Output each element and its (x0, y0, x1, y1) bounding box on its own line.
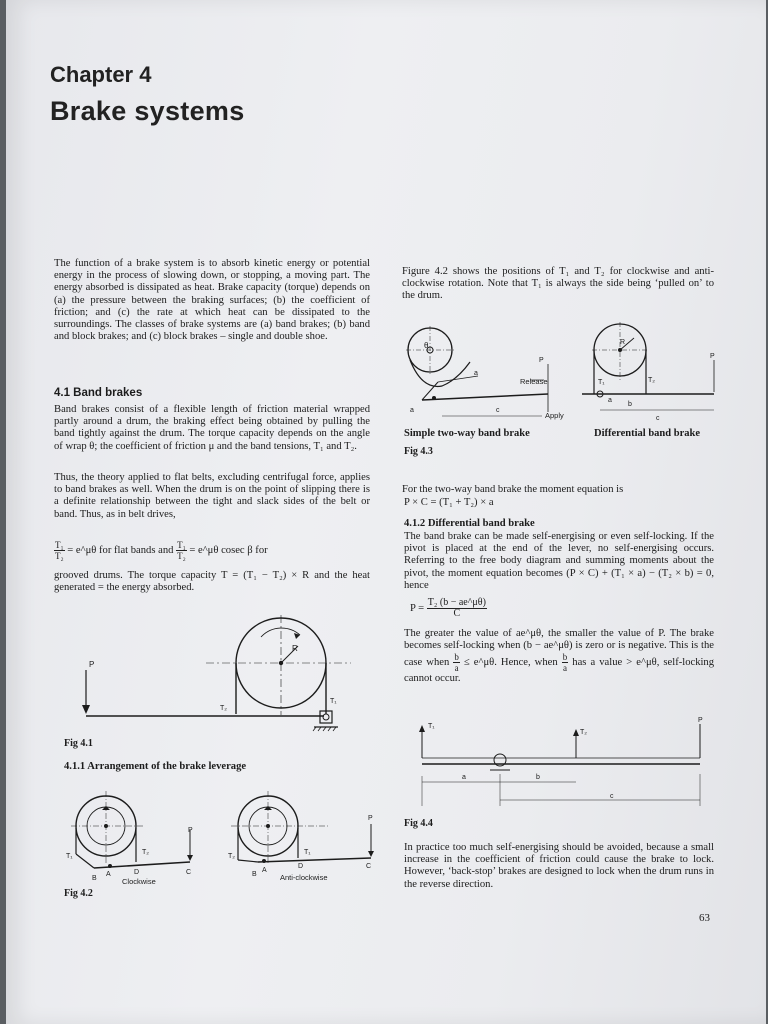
fig43-a-bottom: a (410, 407, 414, 414)
fig42-cw-d: D (134, 869, 140, 876)
fig-4-4-label: Fig 4.4 (404, 818, 433, 829)
intro-paragraph: The function of a brake system is to absorb kinetic energy or potential energy in the process of slowing down, or stopping, a moving part. The energy absorbed is dissipated as heat. Brake capacity (torque) depends on (a) the pressure between the braking surfaces; (b) the coefficient of friction; and (c) the rate at which heat can be dissipated to the surroundings. The classes of brake systems are (a) band brakes; (b) band and block brakes; and (c) block brakes – single and double shoe. (54, 258, 370, 343)
b-over-a-fraction-2: $\frac{b}{a}$ (562, 652, 568, 674)
page-number: 63 (699, 912, 710, 924)
anticlockwise-label: Anti-clockwise (280, 873, 328, 882)
fig43-p-left: P (539, 357, 544, 364)
differential-band-brake (582, 322, 715, 422)
fig42-cw-a: A (106, 871, 111, 878)
fig-4-3-diagram (402, 320, 718, 428)
fig42-cw-b: B (92, 875, 97, 882)
differential-equation (410, 598, 487, 619)
fig43-p-right: P (710, 353, 715, 360)
band (410, 360, 470, 386)
chapter-label: Chapter 4 (50, 62, 152, 87)
grooved-drum-equation: = e^μθ cosec β for (189, 544, 268, 556)
fig-4-2-diagram (66, 788, 386, 888)
eq-lhs: P = (410, 602, 425, 614)
section-4-1-2-paragraph-1: The band brake can be made self-energising or even self-locking. If the pivot is placed at the end of the lever, no self-energising occurs. Referring to the free body diagram and summing moments about the pivot, the moment equation becomes (P × C) + (T₁ × a) − (T₂ × b) = 0, hence (404, 531, 714, 591)
fig44-b: b (536, 774, 540, 781)
p3-tail: has a value > e^μθ, self-locking cannot occur. (404, 657, 715, 685)
fig42-acw-b: B (252, 871, 257, 878)
fig42-acw-t2: T₂ (228, 853, 235, 860)
theta-label: θ (424, 341, 429, 350)
section-4-1-2-heading: 4.1.2 Differential band brake (404, 518, 535, 529)
fig44-c: c (610, 793, 614, 800)
fig43-r-label: R (620, 339, 626, 346)
fig42-cw-c: C (186, 869, 192, 876)
lever (422, 394, 548, 400)
right-intro-paragraph: Figure 4.2 shows the positions of T₁ and T₂ for clockwise and anti-clockwise rotation. Note that T₁ is always the side being ‘pulled on’ to the drum. (402, 266, 714, 302)
fig-4-1-diagram (56, 615, 356, 740)
apply-label: Apply (545, 411, 564, 420)
fig43-c-right: c (656, 415, 660, 422)
fig43-a-top: a (474, 370, 478, 377)
fig43-a-right: a (608, 397, 612, 404)
b-over-a-fraction: $\frac{b}{a}$ (454, 652, 459, 674)
belt-equation (54, 540, 370, 561)
two-way-equation: P × C = (T₁ + T₂) × a (404, 497, 494, 508)
fig44-t2: T₂ (580, 729, 587, 736)
fig43-c-left: c (496, 407, 500, 414)
fig-4-1-label: Fig 4.1 (64, 738, 93, 749)
fig42-cw-t2: T₂ (142, 849, 149, 856)
book-page (6, 0, 766, 1024)
fig44-p: P (698, 717, 703, 724)
p2-text: The greater the value of ae^μθ, the smaller the value of P. The brake becomes self-locking when (b − ae^μθ) is zero or is negative. This is the case when (404, 628, 714, 669)
fig42-cw-p: P (188, 827, 193, 834)
fig41-t2-label: T₂ (220, 705, 227, 712)
fig41-p-label: P (89, 660, 95, 669)
fig41-r-label: R (292, 644, 298, 653)
flat-band-equation: = e^μθ for flat bands and (67, 544, 174, 556)
chapter-title: Brake systems (50, 96, 245, 126)
fig43-b-right: b (628, 401, 632, 408)
differential-fraction: $\frac{\text{T₂ (b − ae\textasciicircum{}μθ)}}{C}$ (427, 597, 486, 619)
two-way-text: For the two-way band brake the moment equation is (402, 484, 624, 495)
fig42-acw-c: C (366, 863, 372, 870)
section-4-1-paragraph-3: grooved drums. The torque capacity T = (T₁ − T₂) × R and the heat generated = the energy absorbed. (54, 570, 370, 594)
anticlockwise-arrangement (228, 791, 374, 882)
fig-4-3-caption-right: Differential band brake (594, 428, 700, 439)
fig41-t1-label: T₁ (330, 698, 337, 705)
fig-4-4-diagram (410, 712, 714, 808)
fig43-t2: T₂ (648, 377, 655, 384)
closing-paragraph: In practice too much self-energising should be avoided, because a small increase in the coefficient of friction could cause the brake to lock. However, ‘back-stop’ brakes are designed to lock when the drum runs in the reverse direction. (404, 842, 714, 890)
release-label: Release (520, 377, 548, 386)
fig42-acw-t1: T₁ (304, 849, 311, 856)
p2-tail: ≤ e^μθ. Hence, when (463, 657, 558, 669)
fig-4-3-label: Fig 4.3 (404, 446, 433, 457)
section-4-1-paragraph-2: Thus, the theory applied to flat belts, excluding centrifugal force, applies to band brakes as well. When the drum is on the point of slipping there is a definite relationship between the tight and slack sides of the belt or band. Thus, as in belt drives, (54, 472, 370, 520)
fig42-acw-d: D (298, 863, 304, 870)
clockwise-arrangement (66, 791, 193, 886)
tension-ratio-fraction-2: $\frac{\text{T₁}}{\text{T₂}}$ (177, 540, 186, 561)
simple-two-way-band-brake (406, 326, 564, 420)
tension-ratio-fraction: $\frac{\text{T₁}}{\text{T₂}}$ (55, 540, 64, 561)
fig42-cw-t1: T₁ (66, 853, 73, 860)
fig44-a: a (462, 774, 466, 781)
section-4-1-paragraph-1: Band brakes consist of a flexible length of friction material wrapped partly around a drum, the braking effect being obtained by pulling the band tightly against the drum. The torque capacity depends on the angle of wrap θ; the coefficient of friction μ and the band tensions, T₁ and T₂. (54, 404, 370, 452)
fig-4-2-label: Fig 4.2 (64, 888, 93, 899)
fig42-acw-a: A (262, 867, 267, 874)
fig44-t1: T₁ (428, 723, 435, 730)
clockwise-label: Clockwise (122, 877, 156, 886)
section-4-1-1-heading: 4.1.1 Arrangement of the brake leverage (64, 761, 247, 772)
section-4-1-heading: 4.1 Band brakes (54, 387, 143, 399)
fig-4-3-caption-left: Simple two-way band brake (404, 428, 530, 439)
fig43-t1: T₁ (598, 379, 605, 386)
fig42-acw-p: P (368, 815, 373, 822)
section-4-1-2-paragraph-2 (404, 628, 714, 686)
